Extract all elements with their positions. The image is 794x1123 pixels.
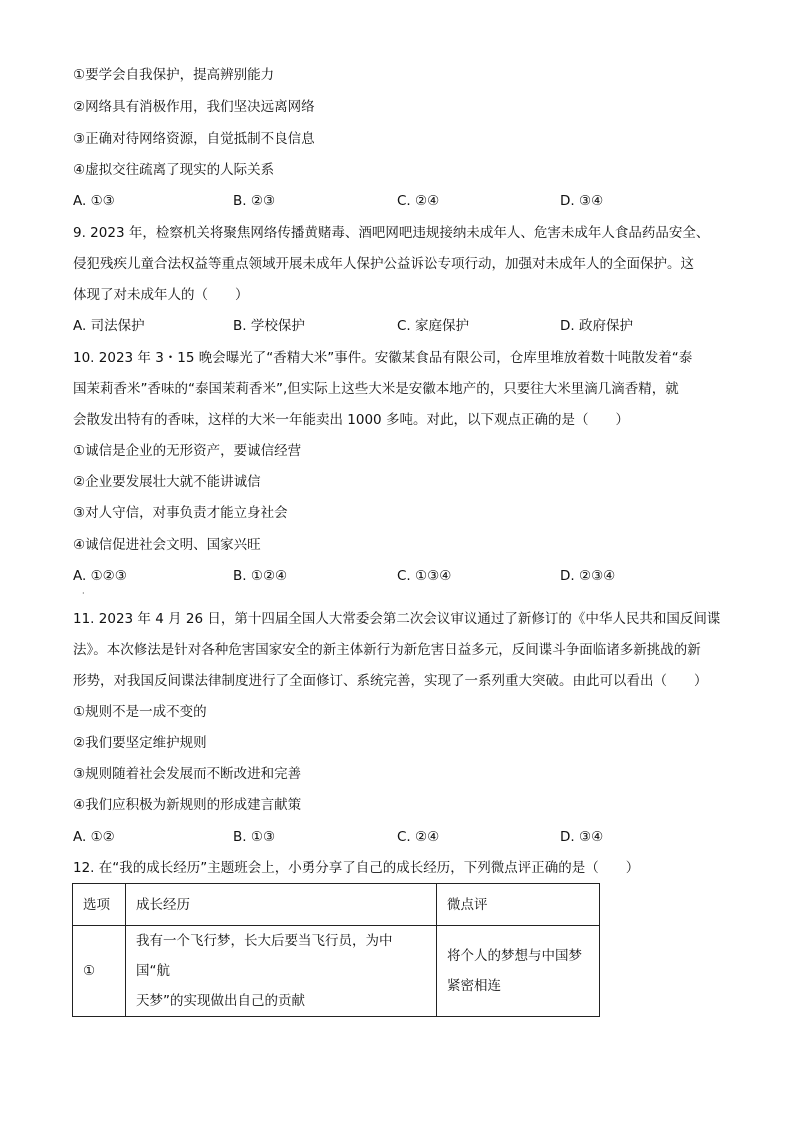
growth-table (72, 883, 600, 1017)
q9-stem-line-3: 体现了对未成年人的（ ） (73, 287, 249, 303)
row-option: ① (73, 926, 126, 1017)
q9-stem-line-2: 侵犯残疾儿童合法权益等重点领域开展未成年人保护公益诉讼专项行动，加强对未成年人的全面保护。这 (73, 256, 694, 272)
q10-option-b: B. ①②④ (233, 568, 288, 584)
table-header-row (73, 884, 600, 926)
header-experience: 成长经历 (126, 884, 437, 926)
q10-stem-line-2: 国茉莉香米”香味的“泰国茉莉香米”,但实际上这些大米是安徽本地产的，只要往大米里滴几滴香精，就 (73, 381, 679, 397)
q10-option-d: D. ②③④ (560, 568, 616, 584)
q9-option-d: D. 政府保护 (560, 318, 633, 334)
q8-statement-2: ②网络具有消极作用，我们坚决远离网络 (73, 99, 315, 115)
q10-stem-line-3: 会散发出特有的香味，这样的大米一年能卖出 1000 多吨。对此，以下观点正确的是（ ） (73, 412, 629, 428)
q10-stem-line-1: 10. 2023 年 3・15 晚会曝光了“香精大米”事件。安徽某食品有限公司，仓库里堆放着数十吨散发着“泰 (73, 350, 693, 366)
stray-mark: · (82, 589, 85, 598)
table-row (73, 926, 600, 1017)
row-experience-line-1: 我有一个飞行梦，长大后要当飞行员，为中国“航 (136, 933, 393, 979)
q9-stem-line-1: 9. 2023 年，检察机关将聚焦网络传播黄赌毒、酒吧网吧违规接纳未成年人、危害未成年人食品药品安全、 (73, 225, 710, 241)
row-comment (437, 926, 600, 1017)
q11-stem-line-1: 11. 2023 年 4 月 26 日，第十四届全国人大常委会第二次会议审议通过了新修订的《中华人民共和国反间谍 (73, 611, 721, 627)
q11-statement-3: ③规则随着社会发展而不断改进和完善 (73, 766, 302, 782)
q11-statement-2: ②我们要坚定维护规则 (73, 735, 207, 751)
q10-statement-4: ④诚信促进社会文明、国家兴旺 (73, 537, 261, 553)
q12-stem: 12. 在“我的成长经历”主题班会上，小勇分享了自己的成长经历，下列微点评正确的是（ ） (73, 860, 640, 876)
q8-option-c: C. ②④ (397, 193, 440, 209)
header-option: 选项 (73, 884, 126, 926)
q9-option-c: C. 家庭保护 (397, 318, 470, 334)
q8-statement-1: ①要学会自我保护，提高辨别能力 (73, 67, 275, 83)
q8-option-a: A. ①③ (73, 193, 115, 209)
q8-statement-3: ③正确对待网络资源，自觉抵制不良信息 (73, 131, 315, 147)
q8-statement-4: ④虚拟交往疏离了现实的人际关系 (73, 162, 275, 178)
q11-option-b: B. ①③ (233, 829, 276, 845)
q9-option-a: A. 司法保护 (73, 318, 145, 334)
row-comment-line-1: 将个人的梦想与中国梦 (447, 948, 582, 964)
q11-option-d: D. ③④ (560, 829, 604, 845)
q9-option-b: B. 学校保护 (233, 318, 305, 334)
header-comment: 微点评 (437, 884, 600, 926)
q8-option-b: B. ②③ (233, 193, 276, 209)
q10-option-a: A. ①②③ (73, 568, 127, 584)
q11-statement-1: ①规则不是一成不变的 (73, 704, 207, 720)
q11-stem-line-3: 形势，对我国反间谍法律制度进行了全面修订、系统完善，实现了一系列重大突破。由此可以看出（ ） (73, 673, 708, 689)
row-experience-line-2: 天梦”的实现做出自己的贡献 (136, 993, 305, 1009)
q10-option-c: C. ①③④ (397, 568, 452, 584)
q10-statement-2: ②企业要发展壮大就不能讲诚信 (73, 474, 261, 490)
q10-statement-1: ①诚信是企业的无形资产，要诚信经营 (73, 443, 302, 459)
q8-option-d: D. ③④ (560, 193, 604, 209)
q10-statement-3: ③对人守信，对事负责才能立身社会 (73, 505, 288, 521)
row-comment-line-2: 紧密相连 (447, 978, 501, 994)
q11-statement-4: ④我们应积极为新规则的形成建言献策 (73, 797, 302, 813)
q11-option-c: C. ②④ (397, 829, 440, 845)
q11-stem-line-2: 法》。本次修法是针对各种危害国家安全的新主体新行为新危害日益多元，反间谍斗争面临诸多新挑战的新 (73, 642, 701, 658)
row-experience (126, 926, 437, 1017)
q11-option-a: A. ①② (73, 829, 115, 845)
